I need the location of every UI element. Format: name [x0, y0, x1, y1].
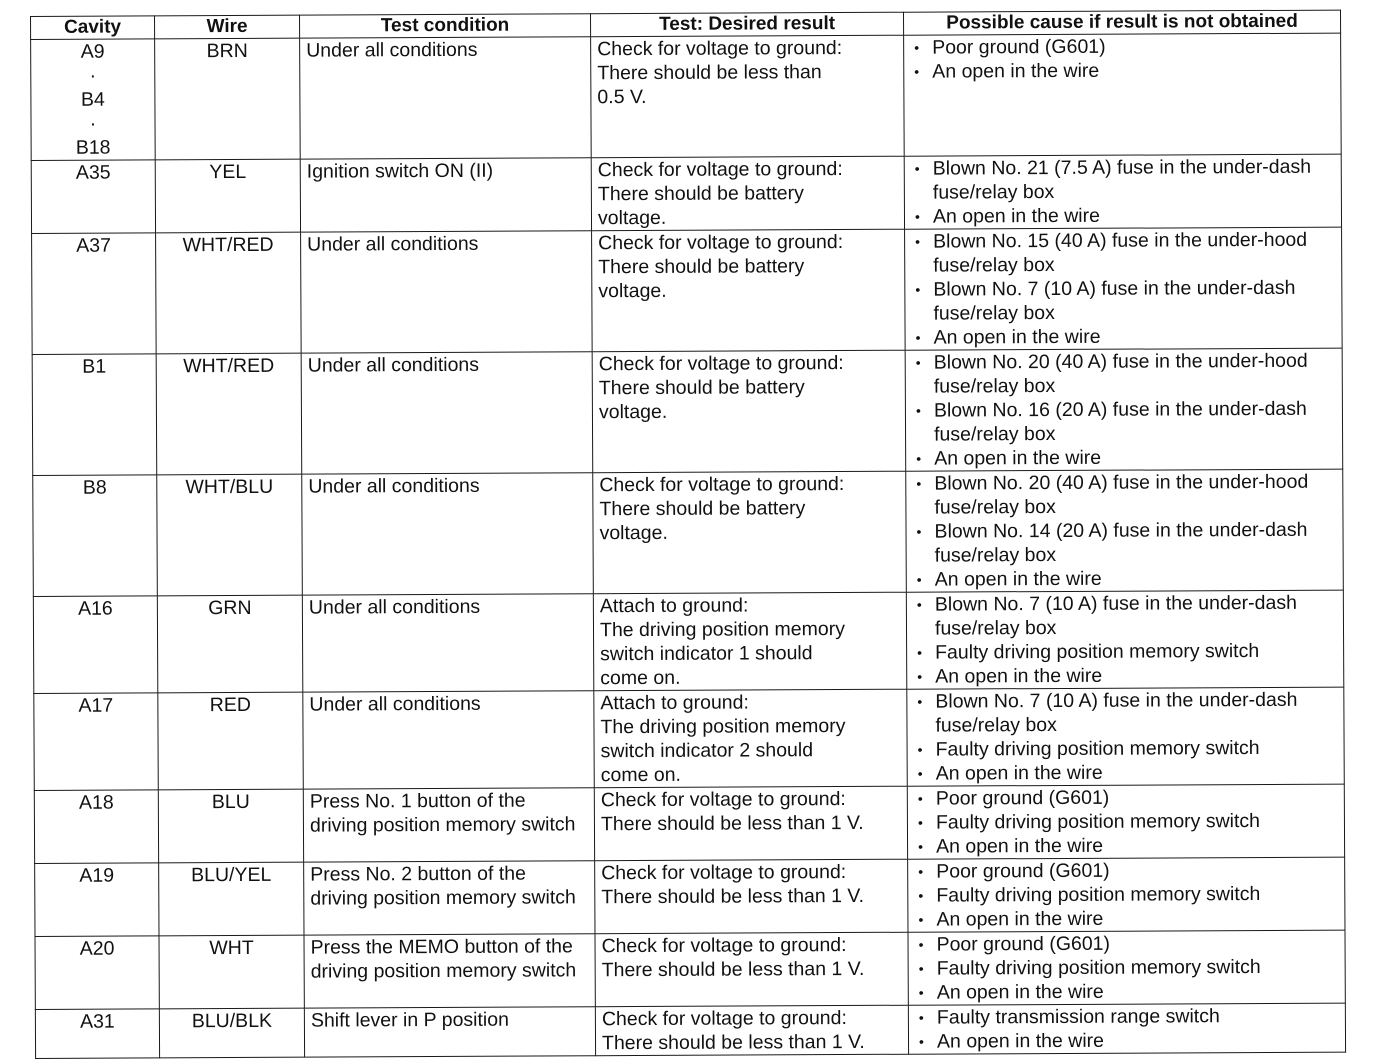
cavity-label: B8: [82, 476, 107, 499]
cavity-cell: [35, 1009, 159, 1059]
header-wire: Wire: [155, 15, 300, 39]
desired-result-cell: [594, 786, 907, 861]
cause-item: • An open in the wire: [915, 1028, 1339, 1054]
wire-cell: WHT/RED: [156, 232, 302, 354]
header-cavity: Cavity: [31, 16, 155, 40]
cavity-cell: [31, 160, 155, 234]
cause-list: [913, 688, 1337, 786]
table-row: [33, 469, 1344, 596]
cause-item: • Poor ground (G601): [914, 858, 1338, 884]
table-row: [35, 930, 1345, 1009]
cause-item: • An open in the wire: [913, 663, 1337, 689]
cavity-label: A9: [80, 40, 105, 63]
possible-cause-cell: [907, 784, 1344, 859]
test-condition-cell: Shift lever in P position: [304, 1007, 595, 1057]
cause-item: • An open in the wire: [912, 324, 1336, 350]
desired-result-line: Check for voltage to ground:: [598, 231, 844, 255]
cause-item: • Blown No. 14 (20 A) fuse in the under-dash fuse/relay box: [912, 518, 1336, 568]
test-condition-cell: Under all conditions: [300, 37, 592, 159]
cause-item: • Faulty driving position memory switch: [914, 809, 1338, 835]
cavity-label: A16: [77, 597, 113, 620]
possible-cause-cell: [906, 590, 1343, 689]
cause-item: • Blown No. 7 (10 A) fuse in the under-dash fuse/relay box: [911, 276, 1335, 326]
table-body: [31, 33, 1346, 1058]
desired-result-line: come on.: [600, 763, 681, 787]
test-condition-cell: Ignition switch ON (II): [300, 158, 591, 232]
desired-result-line: voltage.: [598, 400, 668, 424]
desired-result-line: voltage.: [598, 279, 667, 303]
cause-item: • Faulty driving position memory switch: [914, 882, 1338, 908]
table-row: [34, 687, 1344, 790]
cavity-cell: [33, 475, 158, 597]
cavity-label: ·: [89, 64, 97, 87]
cavity-cell: [34, 790, 158, 864]
test-condition-cell: Press No. 2 button of the driving position memory switch: [304, 861, 595, 935]
cause-item: • Faulty driving position memory switch: [915, 955, 1339, 981]
desired-result-line: The driving position memory: [600, 715, 846, 739]
diagnostic-table: [30, 10, 1346, 1059]
cavity-label: A17: [78, 694, 114, 717]
cause-item: • An open in the wire: [914, 760, 1338, 786]
possible-cause-cell: [907, 687, 1344, 786]
cause-item: • Faulty driving position memory switch: [914, 736, 1338, 762]
cavity-label: B4: [80, 88, 105, 111]
test-condition-cell: Under all conditions: [301, 231, 593, 353]
desired-result-line: There should be less than 1 V.: [601, 1030, 865, 1055]
cause-item: • Blown No. 20 (40 A) fuse in the under-hood fuse/relay box: [912, 470, 1336, 520]
test-condition-cell: Under all conditions: [302, 594, 593, 692]
cavity-label: ·: [89, 112, 97, 135]
cause-list: [911, 228, 1336, 350]
possible-cause-cell: [904, 33, 1342, 156]
cavity-cell: [31, 39, 156, 161]
scanned-page: [30, 10, 1345, 1059]
wire-cell: RED: [158, 692, 303, 790]
cause-item: • Poor ground (G601): [914, 931, 1338, 957]
cavity-label: A31: [80, 1010, 115, 1033]
desired-result-line: Attach to ground:: [600, 691, 749, 715]
wire-cell: BLU/YEL: [159, 862, 304, 936]
wire-cell: GRN: [157, 595, 302, 693]
possible-cause-cell: [905, 348, 1343, 471]
cause-list: [914, 931, 1338, 1005]
test-condition-cell: Press the MEMO button of the driving position memory switch: [304, 934, 595, 1008]
desired-result-line: Check for voltage to ground:: [597, 158, 843, 182]
table-row: [34, 784, 1344, 863]
cause-item: • Faulty transmission range switch: [915, 1004, 1339, 1030]
cause-list: [911, 155, 1335, 229]
cause-list: [913, 591, 1337, 689]
desired-result-cell: [592, 350, 906, 473]
table-row: [31, 33, 1342, 160]
cavity-cell: [32, 233, 157, 355]
desired-result-line: Check for voltage to ground:: [601, 934, 847, 958]
desired-result-cell: [593, 592, 906, 691]
cause-item: • Poor ground (G601): [914, 785, 1338, 811]
cause-list: [912, 470, 1337, 592]
wire-cell: WHT/RED: [156, 353, 302, 475]
cavity-label: A20: [79, 937, 115, 960]
possible-cause-cell: [906, 469, 1344, 592]
desired-result-line: There should be less than: [597, 61, 822, 85]
cause-item: • An open in the wire: [913, 566, 1337, 592]
header-possible-cause: Possible cause if result is not obtained: [903, 10, 1340, 35]
cause-item: • Faulty driving position memory switch: [913, 639, 1337, 665]
desired-result-line: The driving position memory: [599, 618, 845, 642]
desired-result-line: Check for voltage to ground:: [601, 861, 847, 885]
wire-cell: BLU: [158, 789, 303, 863]
cause-list: [915, 1004, 1339, 1054]
desired-result-cell: [595, 1005, 908, 1056]
desired-result-line: Check for voltage to ground:: [601, 1007, 847, 1031]
possible-cause-cell: [905, 227, 1343, 350]
cause-list: [910, 34, 1334, 84]
cavity-cell: [33, 596, 157, 694]
cavity-label: A19: [79, 864, 115, 887]
cause-item: • Blown No. 21 (7.5 A) fuse in the under-dash fuse/relay box: [911, 155, 1335, 205]
table-row: [35, 857, 1345, 936]
cause-list: [912, 349, 1337, 471]
cavity-cell: [35, 863, 159, 937]
desired-result-line: Attach to ground:: [599, 594, 749, 618]
desired-result-cell: [594, 689, 907, 788]
desired-result-cell: [595, 932, 908, 1007]
desired-result-line: come on.: [600, 666, 681, 690]
table-row: [31, 154, 1341, 233]
possible-cause-cell: [908, 1003, 1345, 1054]
cause-list: [914, 785, 1338, 859]
cause-list: [914, 858, 1338, 932]
cause-item: • An open in the wire: [915, 979, 1339, 1005]
cause-item: • An open in the wire: [912, 445, 1336, 471]
test-condition-cell: Under all conditions: [301, 352, 593, 474]
cavity-cell: [34, 693, 158, 791]
cavity-label: A37: [76, 234, 112, 257]
cause-item: • Blown No. 16 (20 A) fuse in the under-dash fuse/relay box: [912, 397, 1336, 447]
cause-item: • Blown No. 7 (10 A) fuse in the under-dash fuse/relay box: [913, 688, 1337, 738]
desired-result-cell: [591, 156, 904, 231]
desired-result-line: There should be battery: [598, 255, 805, 279]
desired-result-cell: [592, 229, 906, 352]
test-condition-cell: Under all conditions: [302, 473, 594, 595]
possible-cause-cell: [908, 930, 1345, 1005]
cavity-label: A18: [78, 791, 114, 814]
table-row: [32, 227, 1343, 354]
desired-result-cell: [593, 471, 907, 594]
possible-cause-cell: [908, 857, 1345, 932]
cavity-label: A35: [75, 161, 111, 184]
desired-result-line: 0.5 V.: [597, 85, 647, 109]
cavity-cell: [35, 936, 159, 1010]
desired-result-line: There should be battery: [598, 376, 805, 400]
desired-result-line: There should be less than 1 V.: [601, 957, 865, 982]
test-condition-cell: Press No. 1 button of the driving position memory switch: [303, 788, 594, 862]
cavity-label: B1: [82, 355, 107, 378]
cause-item: • Poor ground (G601): [910, 34, 1334, 60]
cause-item: • Blown No. 15 (40 A) fuse in the under-hood fuse/relay box: [911, 228, 1335, 278]
cavity-cell: [32, 354, 157, 476]
cause-item: • An open in the wire: [911, 203, 1335, 229]
table-row: [33, 590, 1343, 693]
header-desired-result: Test: Desired result: [590, 12, 903, 37]
wire-cell: WHT: [159, 935, 304, 1009]
wire-cell: BLU/BLK: [159, 1008, 304, 1058]
wire-cell: YEL: [155, 159, 300, 233]
desired-result-line: switch indicator 1 should: [600, 642, 813, 666]
desired-result-line: voltage.: [597, 206, 667, 230]
desired-result-line: There should be less than 1 V.: [601, 884, 865, 909]
table-row: [32, 348, 1343, 475]
desired-result-line: Check for voltage to ground:: [597, 37, 843, 61]
test-condition-cell: Under all conditions: [303, 691, 594, 789]
cause-item: • An open in the wire: [914, 906, 1338, 932]
cause-item: • An open in the wire: [914, 833, 1338, 859]
desired-result-line: switch indicator 2 should: [600, 739, 814, 763]
cause-item: • Blown No. 7 (10 A) fuse in the under-dash fuse/relay box: [913, 591, 1337, 641]
cavity-label: B18: [75, 136, 111, 159]
cause-item: • An open in the wire: [910, 58, 1334, 84]
desired-result-cell: [591, 35, 905, 158]
desired-result-line: There should be less than 1 V.: [600, 811, 864, 836]
desired-result-line: Check for voltage to ground:: [599, 473, 845, 497]
desired-result-line: voltage.: [599, 521, 668, 545]
header-test-condition: Test condition: [299, 14, 590, 38]
cause-item: • Blown No. 20 (40 A) fuse in the under-hood fuse/relay box: [912, 349, 1336, 399]
desired-result-line: There should be battery: [599, 497, 806, 521]
desired-result-line: Check for voltage to ground:: [598, 352, 844, 376]
possible-cause-cell: [904, 154, 1341, 229]
table-row: [35, 1003, 1345, 1058]
wire-cell: BRN: [155, 38, 301, 160]
wire-cell: WHT/BLU: [157, 474, 303, 596]
desired-result-line: Check for voltage to ground:: [600, 788, 846, 812]
desired-result-cell: [595, 859, 908, 934]
desired-result-line: There should be battery: [597, 182, 804, 206]
